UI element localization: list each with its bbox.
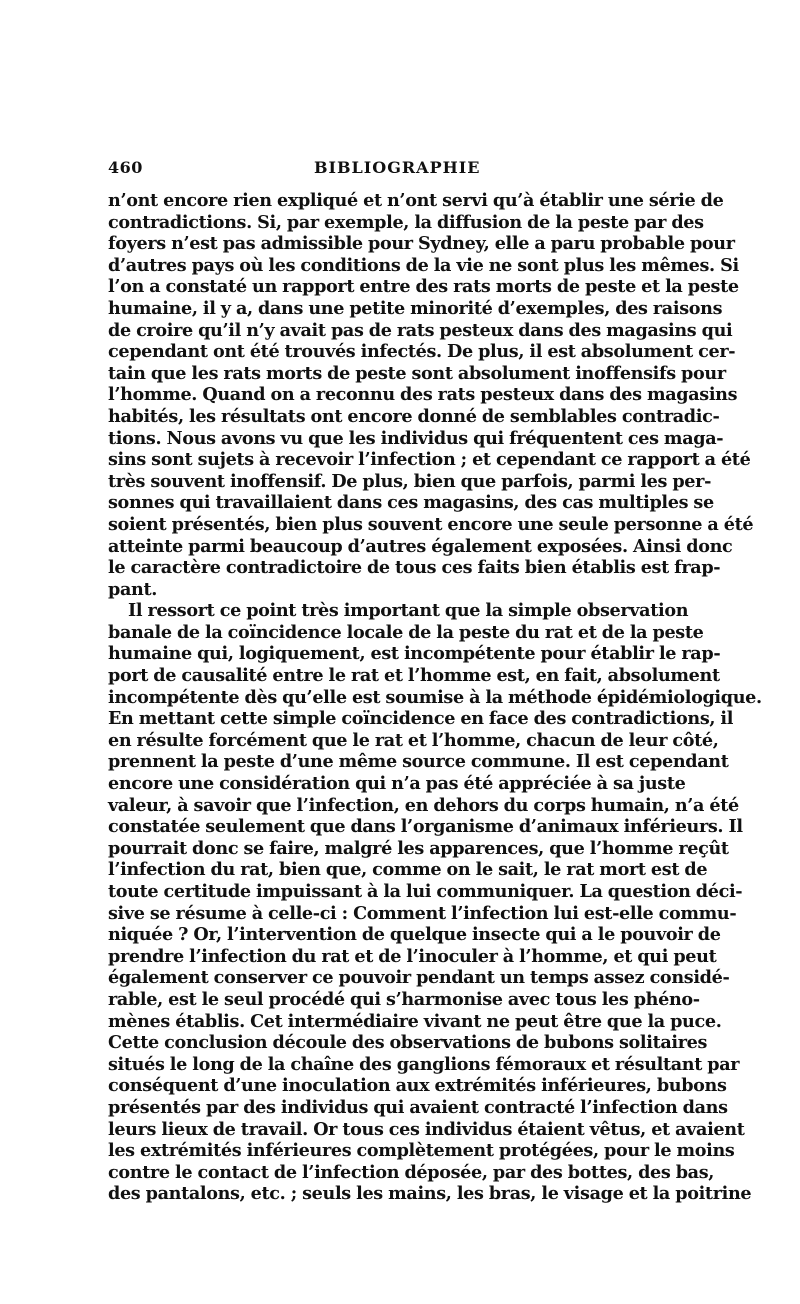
text-line: sins sont sujets à recevoir l’infection ; et cependant ce rapport a été	[108, 449, 751, 471]
text-line: Il ressort ce point très important que la simple observation	[128, 600, 689, 622]
text-line: très souvent inoffensif. De plus, bien que parfois, parmi les per-	[108, 470, 712, 492]
text-line: prendre l’infection du rat et de l’inoculer à l’homme, et qui peut	[108, 945, 717, 967]
text-line: n’ont encore rien expliqué et n’ont servi qu’à établir une série de	[108, 190, 724, 211]
text-line: En mettant cette simple coïncidence en face des contradictions, il	[108, 708, 734, 730]
text-line: port de causalité entre le rat et l’homme est, en fait, absolument	[108, 665, 720, 687]
text-line: contradictions. Si, par exemple, la diffusion de la peste par des	[108, 211, 704, 233]
text-line: toute certitude impuissant à la lui communiquer. La question déci-	[108, 881, 743, 902]
text-line: prennent la peste d’une même source commune. Il est cependant	[108, 751, 729, 773]
text-line: l’homme. Quand on a reconnu des rats pesteux dans des magasins	[108, 384, 738, 406]
text-line: Cette conclusion découle des observations de bubons solitaires	[108, 1032, 708, 1054]
text-line: habités, les résultats ont encore donné de semblables contradic-	[108, 405, 720, 427]
text-line: l’on a constaté un rapport entre des rats morts de peste et la peste	[108, 276, 739, 298]
text-line: les extrémités inférieures complètement protégées, pour le moins	[108, 1140, 735, 1162]
text-line: en résulte forcément que le rat et l’homme, chacun de leur côté,	[108, 729, 719, 751]
text-line: pourrait donc se faire, malgré les apparences, que l’homme reçût	[108, 837, 729, 859]
text-line: encore une considération qui n’a pas été appréciée à sa juste	[108, 773, 686, 795]
text-line: des pantalons, etc. ; seuls les mains, les bras, le visage et la poitrine	[108, 1183, 752, 1205]
text-line: humaine, il y a, dans une petite minorité d’exemples, des raisons	[108, 297, 723, 319]
text-line: l’infection du rat, bien que, comme on le sait, le rat mort est de	[108, 859, 708, 881]
text-line: également conserver ce pouvoir pendant un temps assez considé-	[108, 967, 730, 989]
text-line: atteinte parmi beaucoup d’autres également exposées. Ainsi donc	[108, 535, 733, 557]
text-line: cependant ont été trouvés infectés. De plus, il est absolument cer-	[108, 341, 736, 363]
text-line: valeur, à savoir que l’infection, en dehors du corps humain, n’a été	[108, 794, 739, 816]
text-line: le caractère contradictoire de tous ces faits bien établis est frap-	[108, 557, 721, 579]
text-line: conséquent d’une inoculation aux extrémités inférieures, bubons	[108, 1075, 727, 1097]
page-heading: BIBLIOGRAPHIE	[314, 158, 481, 177]
text-line: rable, est le seul procédé qui s’harmonise avec tous les phéno-	[108, 988, 700, 1010]
paragraph	[108, 190, 754, 600]
page-number: 460	[108, 158, 143, 177]
text-line: leurs lieux de travail. Or tous ces individus étaient vêtus, et avaient	[108, 1118, 745, 1140]
text-line: de croire qu’il n’y avait pas de rats pesteux dans des magasins qui	[108, 319, 733, 341]
text-line: humaine qui, logiquement, est incompétente pour établir le rap-	[108, 643, 721, 665]
text-line: soient présentés, bien plus souvent encore une seule personne a été	[108, 513, 754, 535]
text-line: niquée ? Or, l’intervention de quelque insecte qui a le pouvoir de	[108, 924, 721, 946]
text-line: constatée seulement que dans l’organisme d’animaux inférieurs. Il	[108, 816, 743, 838]
text-line: tions. Nous avons vu que les individus qui fréquentent ces maga-	[108, 427, 724, 449]
text-line: incompétente dès qu’elle est soumise à la méthode épidémiologique.	[108, 686, 762, 708]
body-text	[108, 190, 762, 1205]
running-header	[108, 158, 678, 180]
text-line: sonnes qui travaillaient dans ces magasins, des cas multiples se	[108, 492, 714, 514]
text-line: tain que les rats morts de peste sont absolument inoffensifs pour	[108, 362, 726, 384]
text-line: d’autres pays où les conditions de la vie ne sont plus les mêmes. Si	[108, 254, 739, 276]
text-line: pant.	[108, 578, 157, 600]
text-line: sive se résume à celle-ci : Comment l’infection lui est-elle commu-	[108, 902, 737, 924]
text-line: présentés par des individus qui avaient contracté l’infection dans	[108, 1096, 728, 1118]
text-line: foyers n’est pas admissible pour Sydney, elle a paru probable pour	[108, 233, 735, 255]
text-line: contre le contact de l’infection déposée, par des bottes, des bas,	[108, 1161, 715, 1183]
text-line: situés le long de la chaîne des ganglions fémoraux et résultant par	[108, 1053, 740, 1075]
text-line: mènes établis. Cet intermédiaire vivant ne peut être que la puce.	[108, 1010, 722, 1032]
paragraph	[108, 600, 762, 1205]
text-line: banale de la coïncidence locale de la peste du rat et de la peste	[108, 621, 704, 643]
